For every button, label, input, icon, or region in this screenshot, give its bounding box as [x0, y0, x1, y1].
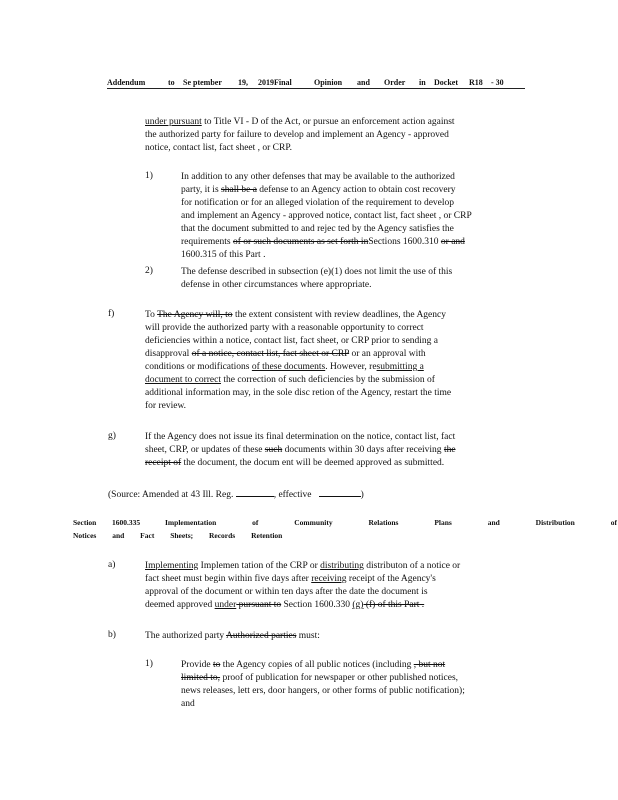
text: the correction of such deficiencies by the submission of	[220, 375, 435, 385]
text-line: and implement an Agency - approved notice, contact list, fact sheet , or CRP	[181, 211, 472, 221]
header-opinion: Opinion	[314, 78, 343, 87]
text-line: for review.	[145, 401, 187, 411]
text: Provide	[181, 660, 213, 670]
text-line	[145, 361, 424, 373]
text-line	[145, 573, 436, 585]
text: the extent consistent with review deadlines, the Agency	[232, 310, 446, 320]
text-line: the authorized party for failure to develop and implement an Agency - approved	[145, 130, 449, 140]
deleted-text: or and	[440, 237, 465, 247]
item-label: 1)	[145, 659, 153, 669]
text-line	[145, 348, 426, 360]
text-line	[181, 236, 465, 248]
text-line	[145, 116, 455, 128]
para-label: b)	[108, 630, 116, 640]
text: the Agency copies of all public notices (including	[220, 660, 414, 670]
text-line: If the Agency does not issue its final determination on the notice, contact list, fact	[145, 432, 456, 442]
deleted-text: of a notice, contact list, fact sheet or CRP	[191, 349, 350, 359]
inserted-text: receiving	[311, 574, 347, 584]
text: disapproval	[145, 349, 192, 359]
text-line: deficiencies within a notice, contact list, fact sheet, or CRP prior to sending a	[145, 336, 439, 346]
text-line	[181, 659, 445, 671]
header-in: in	[419, 78, 426, 87]
deleted-text: the	[443, 445, 456, 455]
text: conditions or modifications	[145, 362, 252, 372]
source-effective: , effective	[273, 490, 312, 500]
text-line: additional information may, in the sole disc retion of the Agency, restart the time	[145, 388, 452, 398]
header-docket-no: R18	[469, 78, 483, 87]
text: documents within 30 days after receiving	[282, 445, 444, 455]
inserted-text: document to correct	[145, 375, 221, 385]
text-line: for notification or for an alleged violation of the requirement to develop	[181, 198, 455, 208]
header-year: 2019Final	[258, 78, 292, 87]
item-label: 1)	[145, 171, 153, 181]
text: To	[145, 310, 158, 320]
para-label: a)	[108, 560, 116, 570]
deleted-text: (f) of this Part .	[363, 600, 425, 610]
text: must:	[296, 631, 320, 641]
header-day: 19,	[238, 78, 248, 87]
blank-line	[236, 487, 274, 497]
section-title-line-2: Notices and Fact Sheets; Records Retention	[73, 531, 283, 540]
text-line: that the document submitted to and rejec ted by the Agency satisfies the	[181, 224, 454, 234]
header-and: and	[357, 78, 370, 87]
text-line: defense in other circumstances where appropriate.	[181, 280, 372, 290]
text: party, it is	[181, 185, 222, 195]
header-docket: Docket	[434, 78, 458, 87]
text-line: notice, contact list, fact sheet , or CRP.	[145, 143, 292, 153]
text: Section 1600.330	[281, 600, 353, 610]
text: The authorized party	[145, 631, 226, 641]
deleted-text: shall be a	[221, 185, 257, 195]
text: proof of publication for newspaper or other published notices,	[220, 673, 459, 683]
inserted-text: (g)	[352, 600, 364, 610]
text: or an approval with	[349, 349, 426, 359]
text: the document, the docum ent will be deemed approved as submitted.	[181, 458, 445, 468]
inserted-text: under	[214, 600, 237, 610]
text-line	[145, 630, 320, 642]
source-prefix: (Source: Amended at 43 Ill. Reg.	[108, 490, 234, 500]
text-line	[145, 374, 435, 386]
text: deemed approved	[145, 600, 215, 610]
text: fact sheet must begin within five days after	[145, 574, 312, 584]
section-number: 1600.335	[112, 518, 141, 527]
text: receipt of the Agency's	[346, 574, 436, 584]
inserted-text: under pursuant	[145, 117, 202, 127]
text: distributon of a notice or	[363, 561, 461, 571]
text-line: and	[181, 699, 195, 709]
text: to Title VI - D of the Act, or pursue an enforcement action against	[201, 117, 455, 127]
text-line: approval of the document or within ten days after the date the document is	[145, 587, 428, 597]
text-line	[145, 309, 446, 321]
header-to: to	[168, 78, 175, 87]
text: Sections 1600.310	[368, 237, 441, 247]
text-line	[145, 560, 460, 572]
header-rule	[107, 88, 525, 89]
deleted-text: , but not	[413, 660, 446, 670]
deleted-text: limited to,	[181, 673, 221, 683]
header-month: Se ptember	[183, 78, 222, 87]
blank-line	[319, 487, 361, 497]
text: sheet, CRP, or updates of these	[145, 445, 265, 455]
deleted-text: to	[212, 660, 221, 670]
header-order: Order	[384, 78, 406, 87]
inserted-text: Implementing	[145, 561, 199, 571]
text-line	[181, 184, 456, 196]
text: requirements	[181, 237, 233, 247]
header-docket-suffix: - 30	[491, 78, 504, 87]
deleted-text: The Agency will, to	[157, 310, 233, 320]
source-note	[108, 487, 364, 501]
deleted-text: pursuant to	[236, 600, 282, 610]
para-label: f)	[108, 309, 115, 319]
text-line	[145, 457, 444, 469]
text: Implemen tation of the CRP or	[198, 561, 321, 571]
text: defense to an Agency action to obtain cost recovery	[256, 185, 456, 195]
text: . However, re	[325, 362, 377, 372]
item-label: 2)	[145, 266, 153, 276]
text-line: In addition to any other defenses that may be available to the authorized	[181, 172, 455, 182]
text-line: news releases, lett ers, door hangers, or other forms of public notification);	[181, 686, 465, 696]
inserted-text: of these documents	[251, 362, 326, 372]
deleted-text: such	[264, 445, 283, 455]
para-label: g)	[108, 431, 116, 441]
text-line	[145, 599, 424, 611]
inserted-text: distributing	[320, 561, 364, 571]
deleted-text: of or such documents as set forth in	[232, 237, 369, 247]
text-line	[145, 444, 456, 456]
section-word: Section	[73, 518, 97, 527]
section-title: Implementation of Community Relations Plans and Distribution of	[165, 518, 617, 527]
text-line	[181, 672, 458, 684]
deleted-text: receipt of	[145, 458, 182, 468]
deleted-text: Authorized parties	[225, 631, 297, 641]
text-line: The defense described in subsection (e)(1) does not limit the use of this	[181, 267, 453, 277]
source-suffix: )	[360, 490, 364, 500]
inserted-text: submitting a	[376, 362, 424, 372]
text-line: 1600.315 of this Part .	[181, 250, 266, 260]
header-addendum: Addendum	[107, 78, 146, 87]
text-line: will provide the authorized party with a reasonable opportunity to correct	[145, 323, 424, 333]
